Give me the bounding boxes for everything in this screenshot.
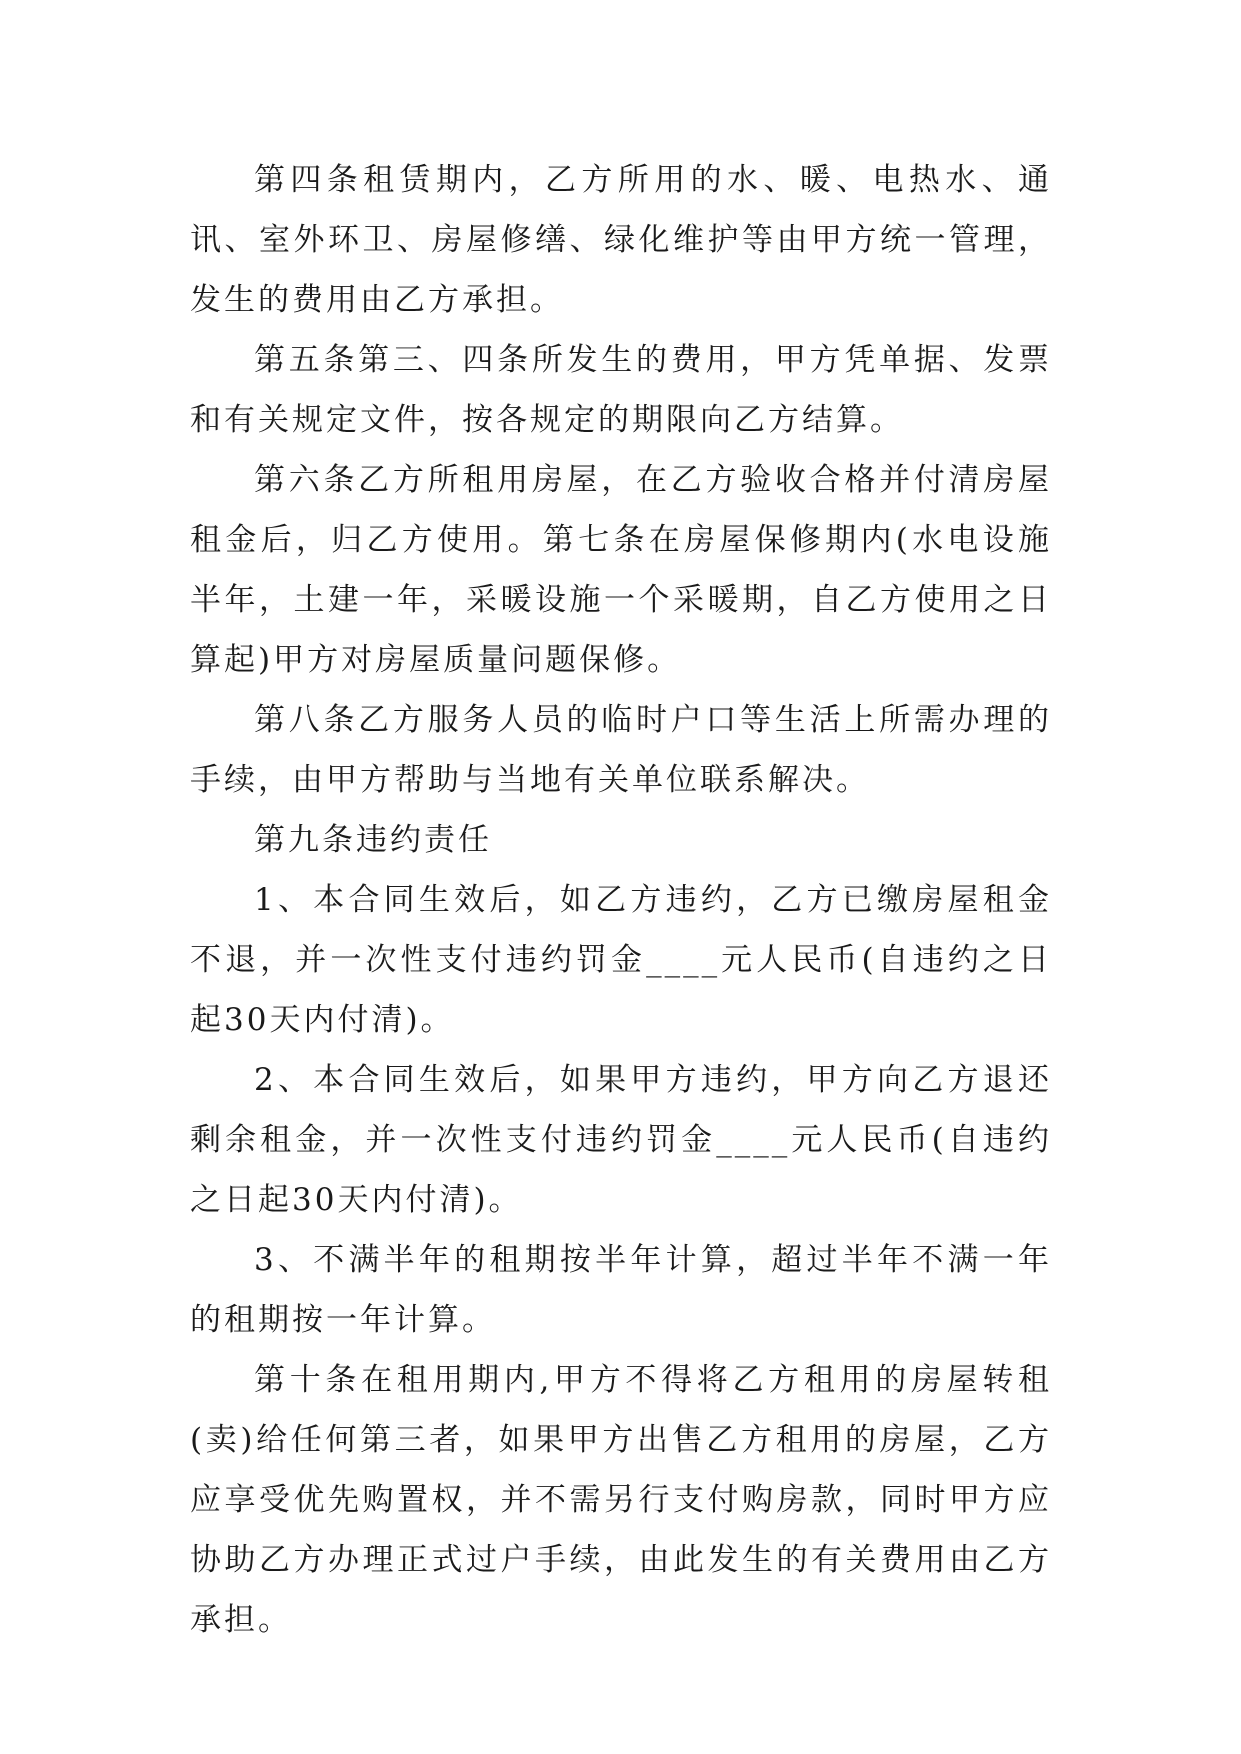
list-item-breach-3: 3、不满半年的租期按半年计算，超过半年不满一年的租期按一年计算。: [190, 1242, 1052, 1338]
paragraph-article-8: 第八条乙方服务人员的临时户口等生活上所需办理的手续，由甲方帮助与当地有关单位联系解决。: [190, 702, 1052, 798]
list-item-breach-2: 2、本合同生效后，如果甲方违约，甲方向乙方退还剩余租金，并一次性支付违约罚金____元人民币(自违约之日起30天内付清)。: [190, 1062, 1052, 1218]
paragraph-article-4: 第四条租赁期内，乙方所用的水、暖、电热水、通讯、室外环卫、房屋修缮、绿化维护等由甲方统一管理，发生的费用由乙方承担。: [190, 162, 1052, 318]
paragraph-article-5: 第五条第三、四条所发生的费用，甲方凭单据、发票和有关规定文件，按各规定的期限向乙方结算。: [190, 342, 1052, 438]
section-heading-article-9: 第九条违约责任: [254, 822, 492, 858]
document-body: [190, 150, 1052, 1650]
list-item-breach-1: 1、本合同生效后，如乙方违约，乙方已缴房屋租金不退，并一次性支付违约罚金____元人民币(自违约之日起30天内付清)。: [190, 882, 1052, 1038]
paragraph-article-6-7: 第六条乙方所租用房屋，在乙方验收合格并付清房屋租金后，归乙方使用。第七条在房屋保修期内(水电设施半年，土建一年，采暖设施一个采暖期，自乙方使用之日算起)甲方对房屋质量问题保修。: [190, 462, 1052, 678]
paragraph-article-10: 第十条在租用期内,甲方不得将乙方租用的房屋转租(卖)给任何第三者，如果甲方出售乙方租用的房屋，乙方应享受优先购置权，并不需另行支付购房款，同时甲方应协助乙方办理正式过户手续，由此发生的有关费用由乙方承担。: [190, 1362, 1052, 1638]
